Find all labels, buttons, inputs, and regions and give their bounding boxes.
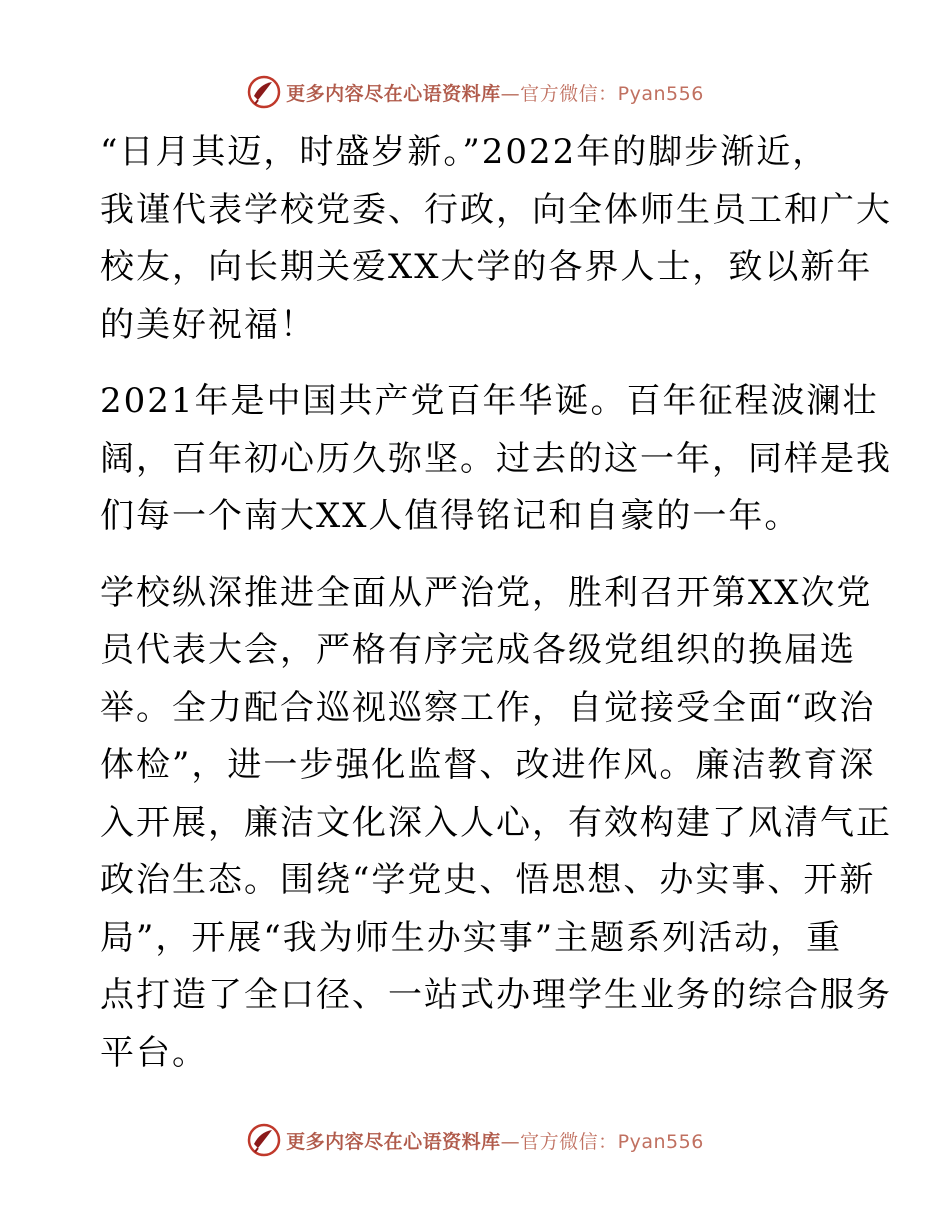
pen-logo-icon (246, 74, 282, 110)
text-line: 我谨代表学校党委、行政，向全体师生员工和广大 (100, 189, 892, 230)
watermark-dash: — (500, 82, 521, 105)
paragraph-1 (100, 124, 892, 354)
text-line: 政治生态。围绕“学党史、悟思想、办实事、开新 (100, 860, 876, 900)
text-line: 的美好祝福！ (100, 304, 316, 345)
watermark-wechat: 官方微信：Pyan556 (520, 1130, 704, 1153)
text-line: 们每一个南大XX人值得铭记和自豪的一年。 (100, 496, 801, 536)
text-line: 2021年是中国共产党百年华诞。百年征程波澜壮 (100, 381, 879, 421)
watermark-text (286, 79, 704, 106)
footer-watermark (0, 1120, 950, 1160)
text-line: 校友，向长期关爱XX大学的各界人士，致以新年 (100, 247, 873, 287)
header-watermark (0, 72, 950, 112)
text-line: 点打造了全口径、一站式办理学生业务的综合服务 (100, 975, 892, 1015)
watermark-brand: 更多内容尽在心语资料库 (286, 82, 501, 105)
text-line: 平台。 (100, 1032, 208, 1073)
text-line: 举。全力配合巡视巡察工作，自觉接受全面“政治 (100, 687, 876, 728)
pen-logo-icon (246, 1122, 282, 1158)
text-line: 入开展，廉洁文化深入人心，有效构建了风清气正 (100, 802, 892, 843)
text-line: 体检”，进一步强化监督、改进作风。廉洁教育深 (100, 745, 876, 785)
watermark-wechat: 官方微信：Pyan556 (520, 82, 704, 105)
paragraph-2 (100, 373, 892, 546)
text-line: 局”，开展“我为师生办实事”主题系列活动，重 (100, 917, 843, 958)
watermark-text (286, 1127, 704, 1154)
text-line: 阔，百年初心历久弥坚。过去的这一年，同样是我 (100, 438, 892, 479)
text-line: “日月其迈，时盛岁新。”2022年的脚步渐近， (100, 132, 829, 172)
text-line: 员代表大会，严格有序完成各级党组织的换届选 (100, 630, 856, 670)
text-line: 学校纵深推进全面从严治党，胜利召开第XX次党 (100, 572, 873, 613)
document-body (100, 124, 892, 1101)
watermark-dash: — (500, 1130, 521, 1153)
paragraph-3 (100, 565, 892, 1083)
watermark-brand: 更多内容尽在心语资料库 (286, 1130, 501, 1153)
